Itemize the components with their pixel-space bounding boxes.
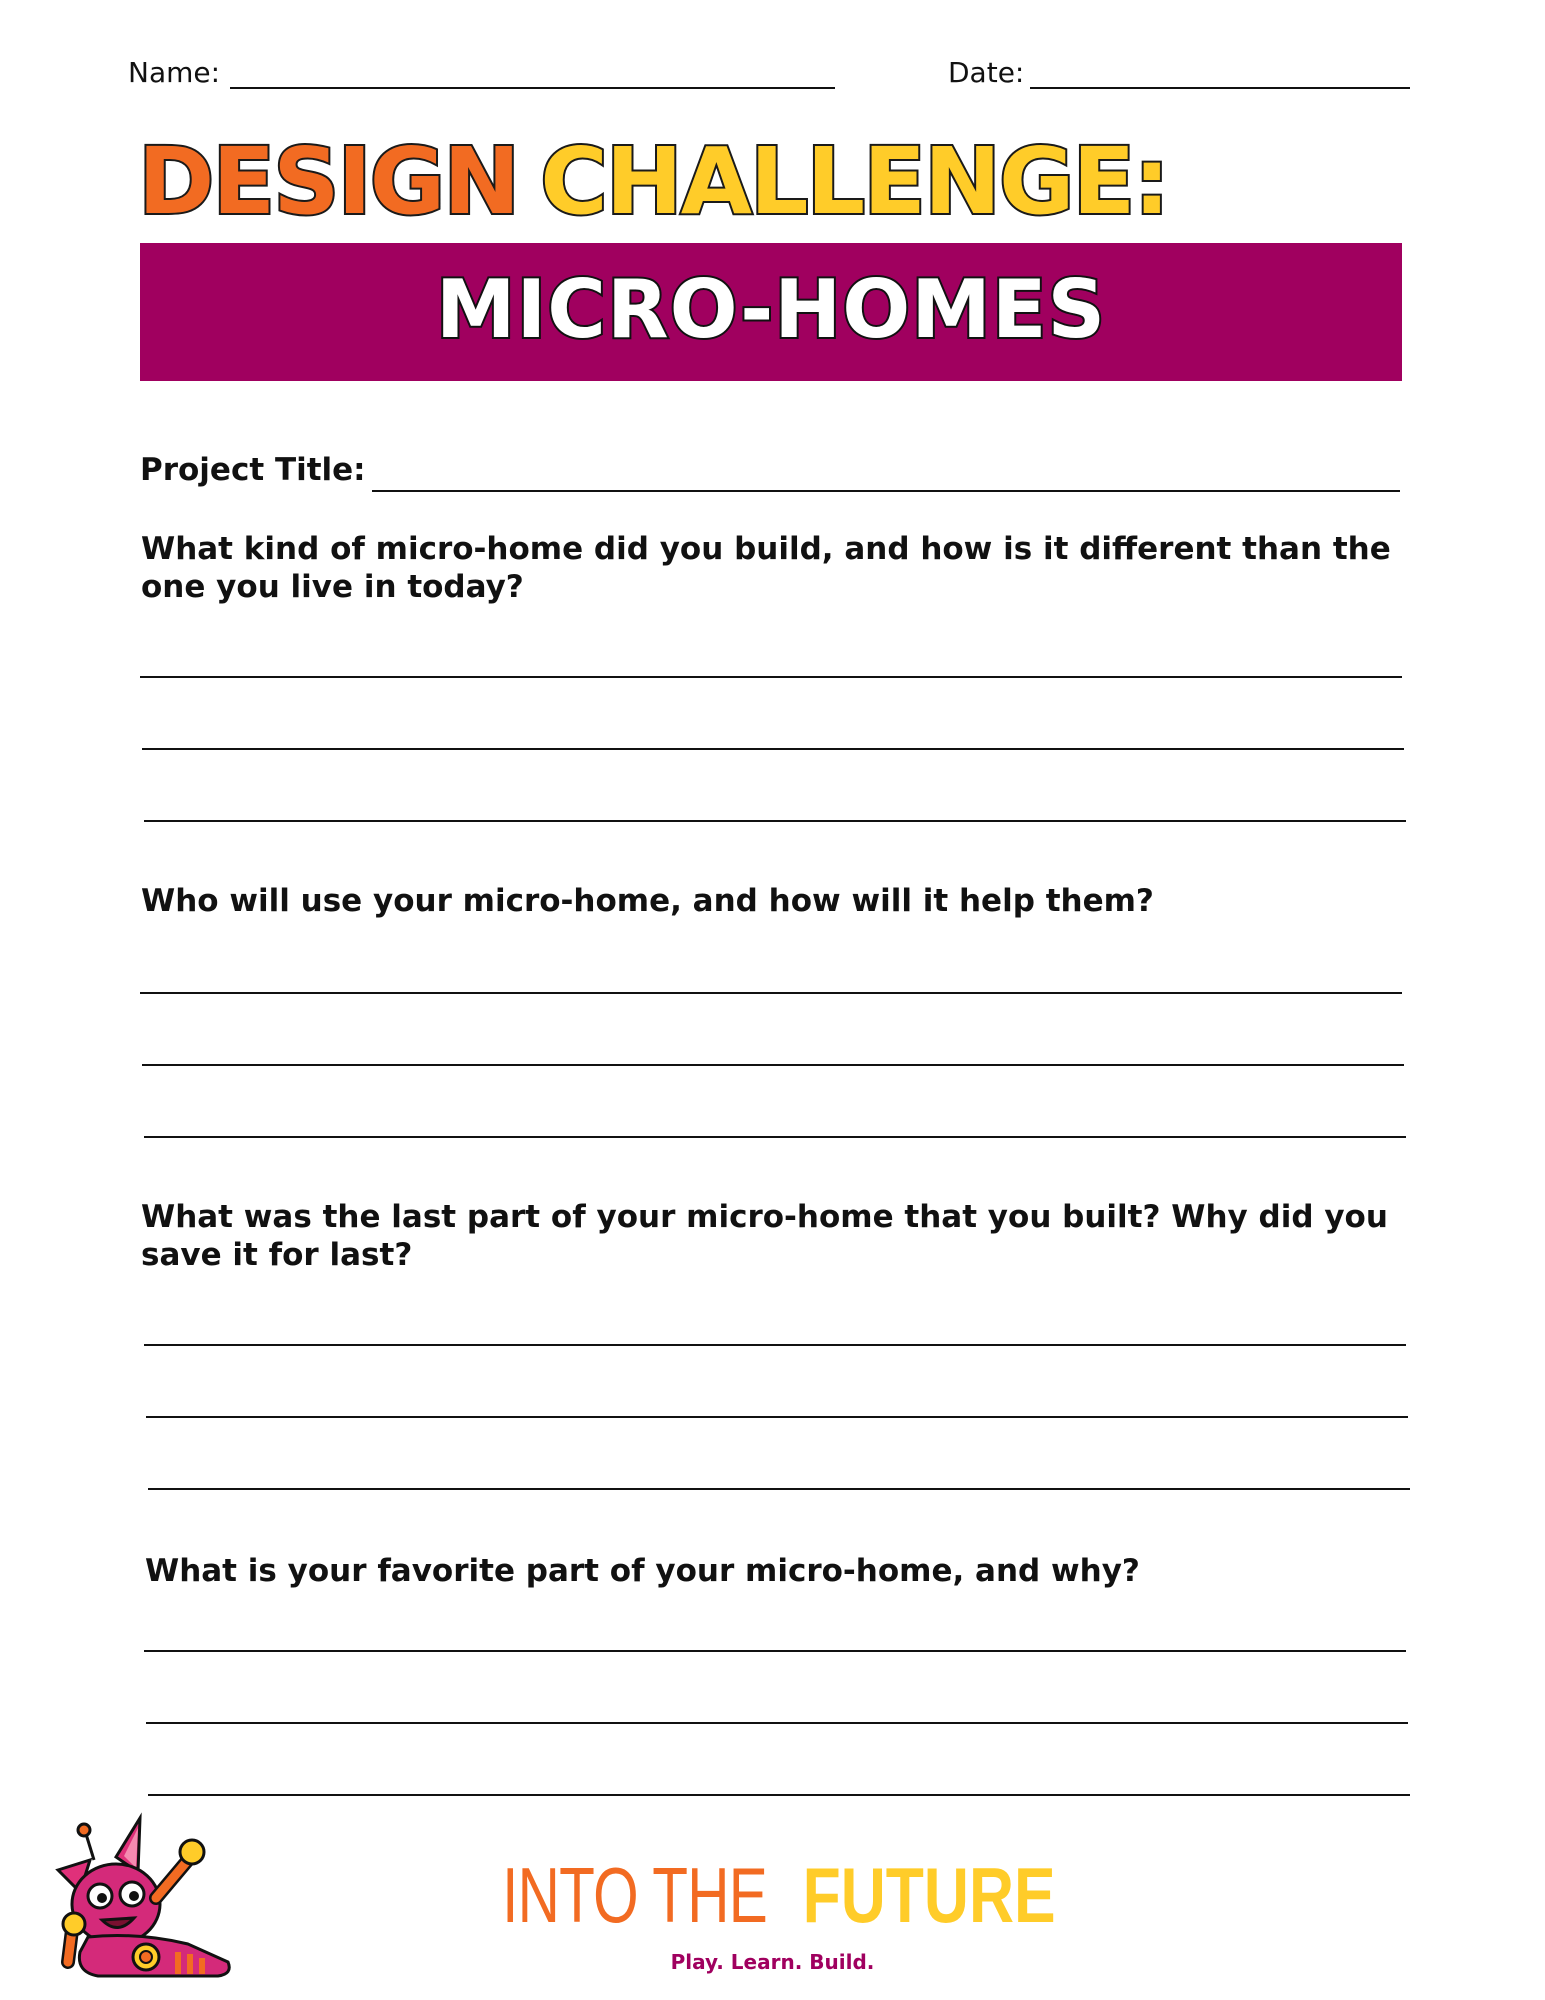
answer-line[interactable] bbox=[144, 1344, 1406, 1346]
brand-logo bbox=[0, 1851, 1545, 1939]
question-2: Who will use your micro-home, and how will it help them? bbox=[141, 883, 1154, 919]
project-title-label: Project Title: bbox=[140, 452, 366, 488]
answer-line[interactable] bbox=[144, 1650, 1406, 1652]
answer-line[interactable] bbox=[144, 1136, 1406, 1138]
page-title bbox=[138, 128, 1400, 235]
answer-line[interactable] bbox=[142, 748, 1404, 750]
name-line[interactable] bbox=[230, 87, 835, 89]
date-line[interactable] bbox=[1030, 87, 1410, 89]
question-3: What was the last part of your micro-home that you built? Why did you save it for last? bbox=[141, 1199, 1388, 1273]
date-label: Date: bbox=[948, 56, 1025, 89]
answer-line[interactable] bbox=[148, 1488, 1410, 1490]
brand-part-2: FUTURE bbox=[802, 1851, 1056, 1939]
question-4: What is your favorite part of your micro-home, and why? bbox=[145, 1553, 1140, 1589]
question-1: What kind of micro-home did you build, and how is it different than the one you live in today? bbox=[141, 531, 1391, 605]
banner-text: MICRO-HOMES bbox=[435, 263, 1107, 356]
project-title-line[interactable] bbox=[372, 490, 1400, 492]
brand-part-1: INTO THE bbox=[501, 1851, 767, 1939]
title-word-challenge: CHALLENGE: bbox=[540, 128, 1169, 235]
answer-line[interactable] bbox=[140, 676, 1402, 678]
answer-line[interactable] bbox=[144, 820, 1406, 822]
answer-line[interactable] bbox=[146, 1722, 1408, 1724]
title-word-design: DESIGN bbox=[138, 128, 519, 235]
answer-line[interactable] bbox=[146, 1416, 1408, 1418]
answer-line[interactable] bbox=[148, 1794, 1410, 1796]
answer-line[interactable] bbox=[140, 992, 1402, 994]
subtitle-banner bbox=[140, 243, 1402, 381]
brand-tagline: Play. Learn. Build. bbox=[670, 1950, 875, 1974]
answer-line[interactable] bbox=[142, 1064, 1404, 1066]
name-label: Name: bbox=[128, 56, 221, 89]
